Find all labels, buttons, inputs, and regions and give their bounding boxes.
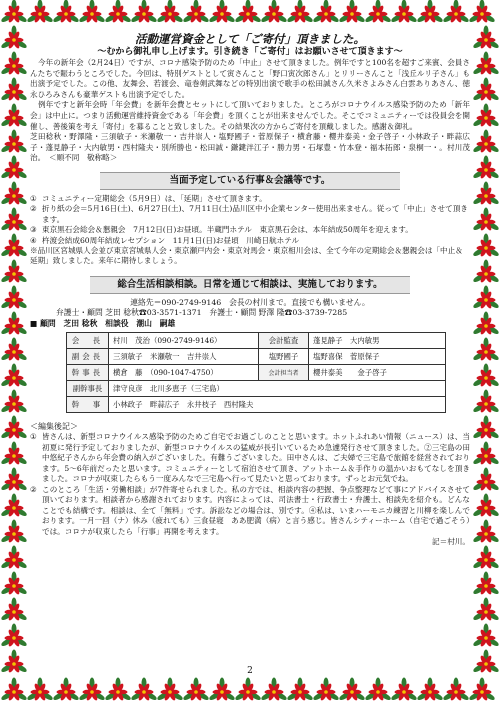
poinsettia-flower [0,572,28,596]
poinsettia-flower [0,468,28,492]
poinsettia-flower [0,0,28,23]
poinsettia-flower [130,0,158,23]
poinsettia-flower [208,0,236,23]
member-cell: 塩野國子 [259,349,309,365]
item-number: ④ [30,235,37,245]
member-cell: 櫻井泰美 金子啓子 [309,365,446,381]
poinsettia-flower [0,286,28,310]
poinsettia-flower [260,678,288,702]
poinsettia-flower [472,390,500,414]
poinsettia-flower [286,678,314,702]
item-text: このところ「生活・労働相談」が7件寄せられました。私の方では、相談内容の把握、争点整理などて事にアドバイスさせて頂いております。相談者から感謝されております。内容によっては、司法書士・行政書士・弁護士、相談先を紹介も。どんなことでも結構です。相談は、全て「無料」です。訴訟などの場合は、別です。④私は、いまハーモニカ練習と川柳を楽しんでおります。一月一回（ナ）休み（疲れても）三食昼寝 ああ肥満（病）と言う感じ。皆さんシティーホーム（自宅で過ごそう）では。コロナが収束したら「行事」再開を考えます。 [42,484,470,536]
officers-table [66,332,446,413]
poinsettia-flower [130,678,158,702]
poinsettia-flower [472,494,500,518]
member-cell: 塩野喜保 菅原保子 [309,349,446,365]
member-cell: 村川 茂治（090-2749-9146） [109,333,259,349]
table-row [67,397,446,413]
poinsettia-flower [472,104,500,128]
page-subtitle: ～むから御礼申し上げます。引き続き「ご寄付」はお願いさせて頂きます～ [97,47,403,57]
poinsettia-flower [468,0,496,23]
poinsettia-flower [364,678,392,702]
poinsettia-flower [0,260,28,284]
editor-signature: 記＝村川。 [432,537,470,547]
consultation-heading: 総合生活相談相談。日常を通じて相談は、実施しております。 [90,276,410,294]
poinsettia-flower [208,678,236,702]
item-text: 皆さんは、新型コロナウイルス感染予防のためご自宅でお過ごしのことと思います。ホットふれあい情報（ニュース）は、当初夏に発行予定しておりましたが、新型コロナウイルスの猛威が長引いているため急遽発行させて頂きました。②三宅島の田中悠紀子さんから年会費の納入がございました。有難うございました。田中さんは、ご夫婦で三宅島で旅館を経営されております。5～6年前だったと思います。コミュニティーとして宿泊させて頂き、アットホーム＆手作りの温かいおもてなしを頂きました。コロナが収束したらもう一度みんなで三宅島へ行って見たいと思っております。ずっとお元気でね。 [42,432,470,484]
poinsettia-flower [472,338,500,362]
poinsettia-flower [0,416,28,440]
table-row [67,365,446,381]
poinsettia-flower [0,130,28,154]
poinsettia-flower [442,0,470,23]
poinsettia-flower [156,0,184,23]
poinsettia-flower [0,598,28,622]
item-text: 折り紙の会＝5月16日(土)、6月27日(土)、7月11日(土)品川区中小企業センター使用出来ません。従って「中止」させて頂きます。 [42,204,468,224]
poinsettia-flower [472,416,500,440]
poinsettia-flower [78,0,106,23]
intro-paragraph: 今年の新年会（2月24日）ですが、コロナ感染予防のため「中止」させて頂きました。例年ですと100名を超すご来賓、会員さんたちで賑わうところでした。今回は、特別ゲストとして寅さんこと「野口寅次郎さん」とリリーさんこと「浅丘ルリ子さん」も出演予定でした。この他、友舞会、若渡会、竜巻剣武舞などの特別出演で歌手の松田誠さん久米さよみさん白雲ありあさん、徳永ひろみさんも豪華ゲストも出演予定でした。 [30,58,470,99]
poinsettia-flower [416,0,444,23]
item-number: ② [30,484,37,494]
poinsettia-flower [472,156,500,180]
poinsettia-flower [26,678,54,702]
poinsettia-flower [472,520,500,544]
poinsettia-flower [338,678,366,702]
list-item [30,485,470,538]
poinsettia-flower [472,130,500,154]
donor-list: 芝田稔秋・野澤隆・三須敏子・米瀬敬一・吉井崇人・塩野國子・菅原保子・横倉藤・櫻井泰美・金子啓子・小林政子・畔蒜広子・蓬見静子・大内敏男・西村隆夫・別所勝也・松田誠・鎌鍵泮江子・勝力男・石塚豊・竹本登・福本拓郎・泉桐一・。村川茂治。 ＜順不同 敬称略＞ [30,132,470,163]
poinsettia-flower [182,678,210,702]
poinsettia-flower [442,678,470,702]
lawyer-line: 弁護士・顧問 芝田 稔秋☎03-3571-1371 弁護士・顧問 野澤 隆☎03-3739-7285 [56,308,348,318]
list-item [30,236,470,246]
schedule-note: ※品川区宮城県人会並び東京宮城県人会・東京瀬戸内会・東京対馬会・東京相川会は、全て今年の定期総会＆懇親会は「中止＆延期」致しました。来年に期待しましょう。 [30,245,463,266]
poinsettia-flower [52,678,80,702]
page-number: 2 [247,666,253,676]
poinsettia-flower [52,0,80,23]
item-number: ③ [30,225,37,235]
role-cell: 幹 事 [67,397,109,413]
poinsettia-flower [0,364,28,388]
poinsettia-flower [338,0,366,23]
poinsettia-flower [234,0,262,23]
poinsettia-flower [390,678,418,702]
poinsettia-flower [0,338,28,362]
table-row [67,333,446,349]
poinsettia-flower [26,0,54,23]
poinsettia-flower [472,572,500,596]
member-cell: 三須敏子 米瀬敬一 吉井崇人 [109,349,259,365]
poinsettia-flower [472,208,500,232]
role-cell: 会 長 [67,333,109,349]
poinsettia-flower [312,678,340,702]
role-cell: 副幹事長 [67,381,109,397]
item-number: ② [30,204,37,214]
poinsettia-flower [472,260,500,284]
table-row [67,349,446,365]
item-text: 東京黒石会総会＆懇親会 7月12日(日)お昼頃。半蔵門ホテル 東京黒石会は、本年結成50周年を迎えます。 [42,225,413,235]
editor-notes-heading: ＜編集後記＞ [30,422,78,432]
page-title: 活動運営資金として「ご寄付」頂きました。 [135,32,365,46]
item-number: ① [30,193,37,203]
schedule-list [30,194,470,267]
poinsettia-flower [312,0,340,23]
poinsettia-flower [0,156,28,180]
poinsettia-flower [0,678,28,702]
poinsettia-flower [0,494,28,518]
list-item [30,432,470,485]
editor-notes [30,432,470,537]
newsletter-page [30,30,470,680]
intro-section [30,58,470,164]
poinsettia-flower [104,0,132,23]
role-cell: 会計担当者 [259,365,309,381]
poinsettia-flower [472,546,500,570]
advisor-line: ■ 顧問 芝田 稔秋 相談役 潮山 嗣雄 [30,318,176,328]
table-row [67,381,446,397]
poinsettia-flower [286,0,314,23]
poinsettia-flower [472,364,500,388]
poinsettia-flower [104,678,132,702]
role-cell: 会計監査 [259,333,309,349]
role-cell: 副会長 [67,349,109,365]
schedule-heading: 当面予定している行事＆会議等です。 [100,172,400,190]
poinsettia-flower [472,182,500,206]
poinsettia-flower [0,442,28,466]
poinsettia-flower [78,678,106,702]
list-item [30,204,470,225]
poinsettia-flower [472,286,500,310]
poinsettia-flower [156,678,184,702]
poinsettia-flower [0,624,28,648]
item-number: ① [30,432,37,442]
member-cell: 蓬見静子 大内敏男 [309,333,446,349]
poinsettia-flower [468,678,496,702]
poinsettia-flower [0,52,28,76]
list-item [30,194,470,204]
poinsettia-flower [260,0,288,23]
item-text: コミュニティー定期総会（5月9日）は、「延期」させて頂きます。 [42,193,267,203]
poinsettia-flower [0,78,28,102]
contact-line: 連絡先＝090-2749-9146 会長の村川まで。直接でも構いません。 [130,297,370,307]
poinsettia-flower [0,390,28,414]
poinsettia-flower [0,520,28,544]
poinsettia-flower [416,678,444,702]
poinsettia-flower [472,624,500,648]
poinsettia-flower [182,0,210,23]
poinsettia-flower [472,312,500,336]
poinsettia-flower [472,52,500,76]
poinsettia-flower [472,234,500,258]
poinsettia-flower [472,442,500,466]
contact-info [30,298,470,330]
poinsettia-flower [472,26,500,50]
poinsettia-flower [364,0,392,23]
poinsettia-flower [0,546,28,570]
intro-paragraph: 例年ですと新年会時「年会費」を新年会費とセットにして頂いておりました。ところがコロナウイルス感染予防のため「新年会」は中止に。つまり活動運営維持資金である「年会費」を頂くことが出来ませんでした。そこでコミュニティーでは役員会を開催し、善後策を考え「寄付」を募ることと致しました。その結果次の方からご寄付を頂戴しました。感謝＆御礼。 [30,100,470,131]
poinsettia-flower [390,0,418,23]
poinsettia-flower [0,208,28,232]
poinsettia-flower [0,26,28,50]
member-cell: 横倉 藤 （090-1047-4750） [109,365,259,381]
poinsettia-flower [472,78,500,102]
poinsettia-flower [0,104,28,128]
poinsettia-flower [472,468,500,492]
role-cell: 幹事長 [67,365,109,381]
list-item [30,225,470,235]
poinsettia-flower [472,598,500,622]
member-cell: 津守良彦 北川多恵子（三宅島） [109,381,446,397]
poinsettia-flower [0,312,28,336]
item-text: 杵渡会結成60周年結成レセプション 11月1日(日)お昼頃 川崎日航ホテル [42,235,300,245]
poinsettia-flower [234,678,262,702]
member-cell: 小林政子 畔蒜広子 永井枝子 西村隆夫 [109,397,446,413]
poinsettia-flower [0,234,28,258]
poinsettia-flower [0,182,28,206]
